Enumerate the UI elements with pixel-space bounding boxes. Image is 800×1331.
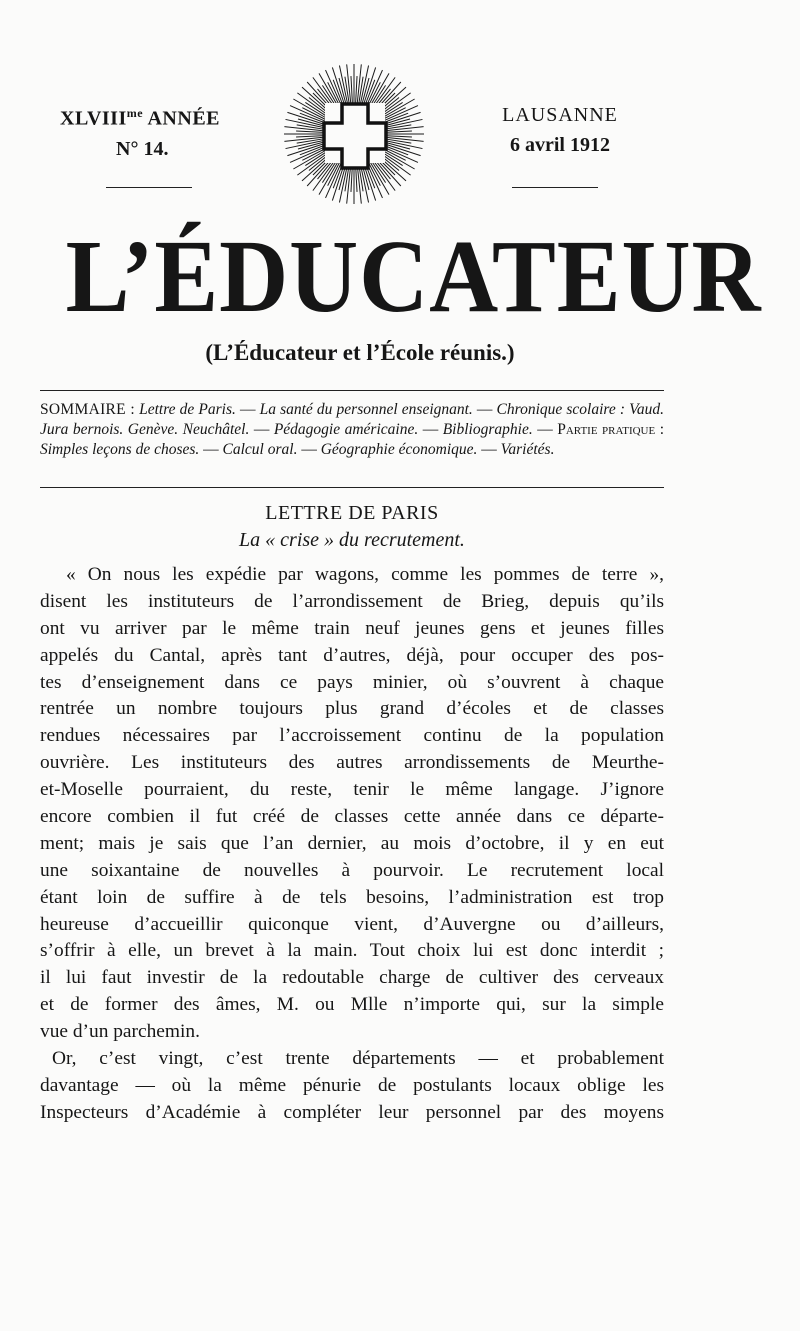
sunburst-ray	[384, 136, 412, 137]
sunburst-ray	[356, 76, 357, 104]
body-line: vue d’un parchemin.	[40, 1021, 200, 1043]
body-line: Or, c’est vingt, c’est trente départements — et probablement	[52, 1048, 664, 1070]
body-line: disent les instituteurs de l’arrondissement de Brieg, depuis qu’ils	[40, 590, 664, 612]
summary-item: Simples leçons de choses.	[40, 441, 200, 458]
body-line: ouvrière. Les instituteurs des autres arrondissements de Meurthe-	[40, 752, 664, 774]
summary-block: SOMMAIRE : Lettre de Paris. — La santé du personnel enseignant. — Chronique scolaire : Vaud. Jura bernois. Genève. Neuchâtel. — Pédagogie américaine. — Bibliographie. — Partie pratique : Simples leçons de choses. — Calcul oral. — Géographie économique. — Variétés.	[40, 401, 665, 458]
body-line: une soixantaine de nouvelles à pourvoir. Le recrutement local	[40, 859, 664, 881]
body-line: tes d’enseignement dans ce pays minier, où s’ouvrent à chaque	[40, 671, 664, 693]
article-subtitle: La « crise » du recrutement.	[239, 529, 465, 551]
body-line: et de former des âmes, M. ou Mlle n’importe qui, sur la simple	[40, 994, 664, 1016]
sunburst-ray	[296, 136, 324, 137]
summary-item: Géographie économique.	[320, 441, 478, 458]
body-line: il lui faut investir de la redoutable charge de cultiver des cerveaux	[40, 967, 664, 989]
sunburst-ray	[296, 131, 324, 132]
left-divider	[106, 187, 192, 188]
summary-item: Pédagogie américaine.	[273, 421, 419, 438]
summary-item: Variétés.	[500, 441, 555, 458]
right-divider	[512, 187, 598, 188]
issue-date: 6 avril 1912	[510, 134, 610, 156]
body-line: davantage — où la même pénurie de postulants locaux oblige les	[40, 1074, 664, 1096]
body-line: Inspecteurs d’Académie à compléter leur personnel par des moyens	[40, 1101, 664, 1123]
body-line: heureuse d’accueillir quiconque vient, d’Auvergne ou d’ailleurs,	[40, 913, 664, 935]
article-body	[40, 562, 664, 1127]
body-line: « On nous les expédie par wagons, comme les pommes de terre »,	[66, 564, 664, 585]
body-line: étant loin de suffire à de tels besoins, l’administration est trop	[40, 886, 664, 908]
masthead-right	[480, 100, 640, 160]
article-title: LETTRE DE PARIS	[265, 502, 439, 524]
volume-year: $XLVIII^{me}$ ANNÉE	[60, 106, 220, 130]
swiss-cross-sunburst-icon	[278, 58, 430, 208]
summary-section-label: Partie pratique :	[557, 421, 665, 438]
summary-bottom-rule	[40, 487, 664, 488]
masthead-left	[60, 98, 250, 164]
body-line: appelés du Cantal, après tant d’autres, déjà, pour occuper des pos-	[40, 644, 664, 666]
body-line: rentrée un nombre toujours plus grand d’écoles et de classes	[40, 698, 664, 720]
body-line: rendues nécessaires par l’accroissement continu de la population	[40, 725, 664, 747]
body-line: ont vu arriver par le même train neuf jeunes gens et jeunes filles	[40, 617, 664, 639]
body-line: s’offrir à elle, un brevet à la main. Tout choix lui est donc interdit ;	[40, 940, 664, 962]
sunburst-ray	[384, 131, 412, 132]
city: LAUSANNE	[502, 104, 618, 126]
journal-title: L’ÉDUCATEUR	[65, 219, 762, 334]
summary-item: Calcul oral.	[222, 441, 298, 458]
summary-item: Lettre de Paris.	[139, 401, 236, 418]
summary-label: SOMMAIRE :	[40, 401, 135, 418]
summary-item: La santé du personnel enseignant.	[259, 401, 473, 418]
body-line: et-Moselle pourraient, du reste, tenir le même langage. J’ignore	[40, 779, 664, 801]
body-line: encore combien il fut créé de classes cette année dans ce départe-	[40, 806, 664, 828]
summary-item: Bibliographie.	[442, 421, 533, 438]
journal-subtitle: (L’Éducateur et l’École réunis.)	[205, 340, 515, 365]
summary-top-rule	[40, 390, 664, 391]
sunburst-ray	[351, 76, 352, 104]
summary-item: Chronique scolaire : Vaud. Jura bernois. Genève. Neuchâtel.	[40, 401, 665, 438]
issue-number: N° 14.	[116, 137, 169, 160]
body-line: ment; mais je sais que l’an dernier, au mois d’octobre, il y en eut	[40, 832, 664, 854]
